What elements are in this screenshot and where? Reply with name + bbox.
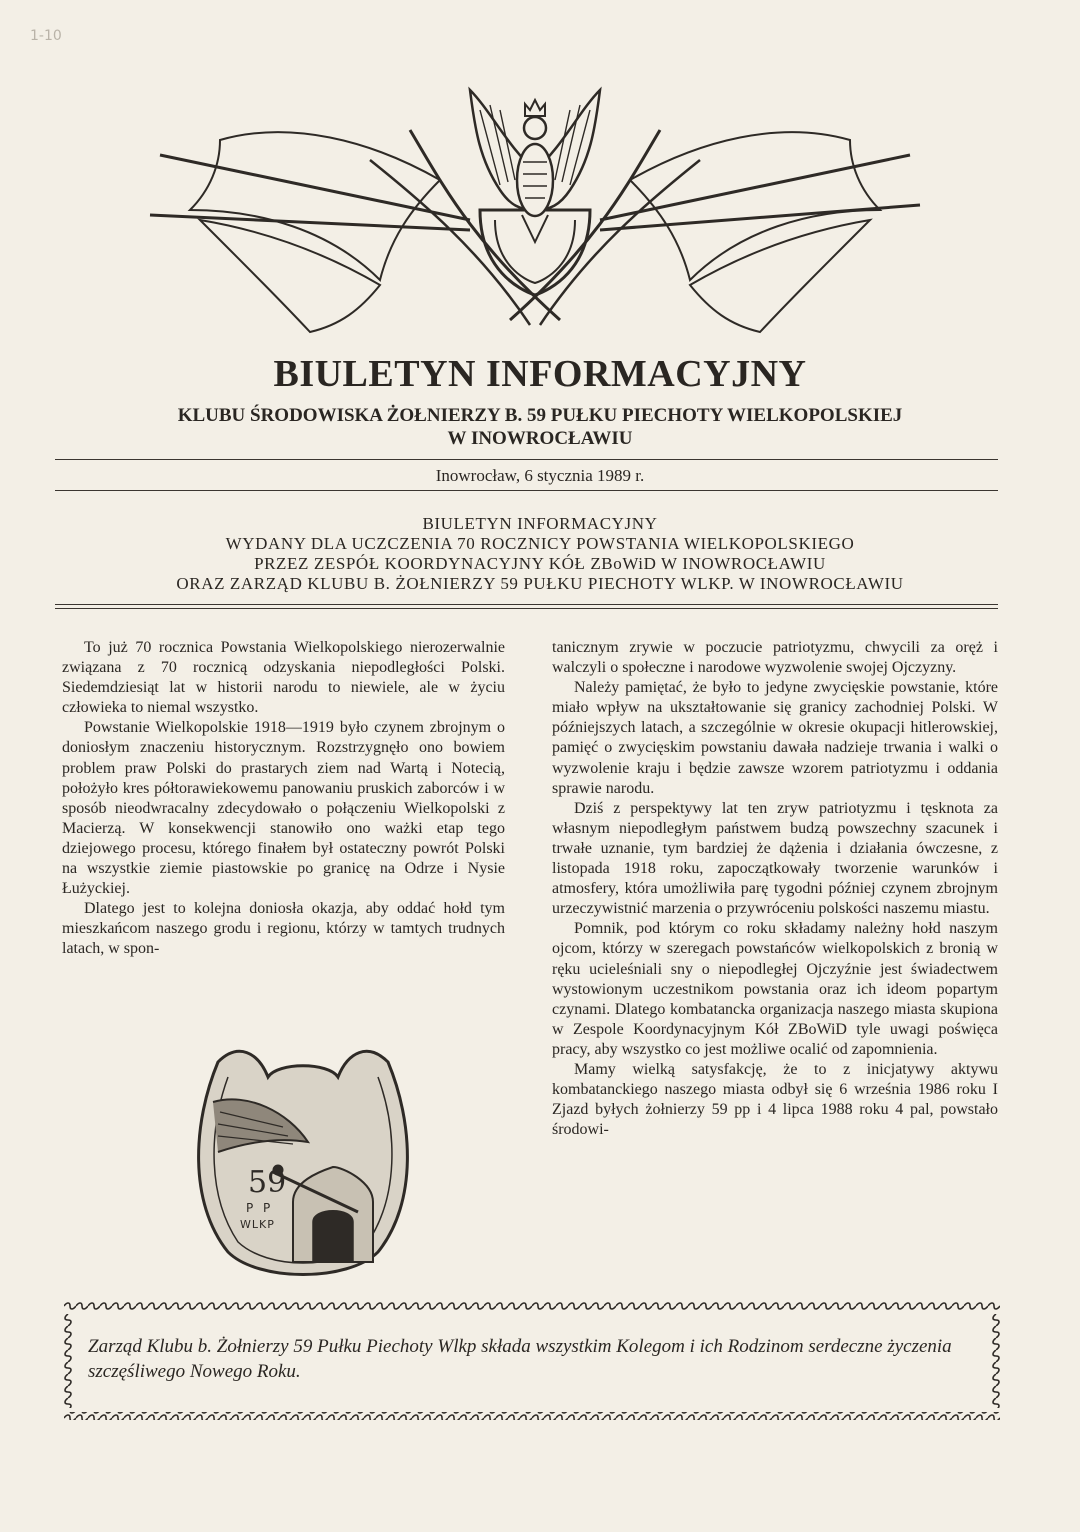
paragraph: Powstanie Wielkopolskie 1918—1919 było czynem zbrojnym o doniosłym znaczeniu historycznym. Rozstrzygnęło ono bowiem problem praw Polski do prastarych ziem nad Wartą i Notecią, położyło kres półtorawiekowemu panowaniu pruskich zaborców i w sposób nieodwracalny zdecydowało o połączeniu Wielkopolski z Macierzą. W konsekwencji stanowiło ono ważki etap tego dziejowego procesu, którego finałem był ostateczny powrót Polski na wszystkie ziemie piastowskie po granicę na Odrze i Nysie Łużyckiej. [62, 719, 505, 898]
regiment-badge-icon [188, 1032, 418, 1284]
caption-line-2: WYDANY DLA UCZCZENIA 70 ROCZNICY POWSTANIA WIELKOPOLSKIEGO [225, 534, 855, 553]
subtitle-line-1: KLUBU ŚRODOWISKA ŻOŁNIERZY B. 59 PUŁKU PIECHOTY WIELKOPOLSKIEJ [177, 405, 903, 426]
badge-line-2: WLKP [240, 1218, 275, 1231]
caption-line-4: ORAZ ZARZĄD KLUBU B. ŻOŁNIERZY 59 PUŁKU PIECHOTY WLKP. W INOWROCŁAWIU [176, 574, 904, 593]
rule-top [55, 459, 998, 460]
paragraph: To już 70 rocznica Powstania Wielkopolskiego nierozerwalnie związana z 70 rocznicą odzyskania niepodległości Polski. Siedemdziesiąt lat w historii narodu to niewiele, ale w życiu człowieka to niemal wszystko. [62, 639, 505, 717]
paragraph: Należy pamiętać, że było to jedyne zwycięskie powstanie, które miało wpływ na ukształtowanie się granicy zachodniej Polski. W późniejszych latach, a szczególnie w okresie okupacji hitlerowskiej, pamięć o zwycięskim powstaniu dawała nadzieje trwania i walki o wyzwolenie kraju i będzie zawsze wzorem patriotyzmu i oddania sprawie narodu. [552, 679, 998, 797]
paragraph: tanicznym zrywie w poczucie patriotyzmu, chwycili za oręż i walczyli o społeczne i narodowe wyzwolenie swojej Ojczyzny. [552, 639, 998, 677]
rule-double-1 [55, 604, 998, 605]
article-column-right [552, 638, 998, 1140]
subtitle-line-2: W INOWROCŁAWIU [447, 428, 633, 449]
new-year-wishes: Zarząd Klubu b. Żołnierzy 59 Pułku Piechoty Wlkp składa wszystkim Kolegom i ich Rodzinom serdeczne życzenia szczęśliwego Nowego Roku. [88, 1336, 952, 1382]
eagle-emblem-icon [140, 70, 930, 350]
rule-double-2 [55, 608, 998, 609]
badge-line-1: P P [246, 1201, 274, 1215]
caption-line-1: BIULETYN INFORMACYJNY [422, 514, 658, 533]
rule-under-date [55, 490, 998, 491]
caption-line-3: PRZEZ ZESPÓŁ KOORDYNACYJNY KÓŁ ZBoWiD W INOWROCŁAWIU [254, 554, 826, 573]
paragraph: Dlatego jest to kolejna doniosła okazja, aby oddać hołd tym mieszkańcom naszego grodu i regionu, którzy w tamtych trudnych latach, w spon- [62, 900, 505, 958]
paragraph: Dziś z perspektywy lat ten zryw patriotyzmu i tęsknota za własnym niepodległym państwem budzą powszechny szacunek i trwałe uznanie, tym bardziej że dążenia i działania ówczesne, z listopada 1918 roku, zapoczątkowały tworzenie warunków i atmosfery, która umożliwiła parę tygodni później czynem zbrojnym urzeczywistnić marzenia o przywróceniu polskości naszemu miastu. [552, 799, 998, 918]
dedication-caption [0, 514, 1080, 594]
dateline: Inowrocław, 6 stycznia 1989 r. [435, 466, 645, 485]
paragraph: Pomnik, pod którym co roku składamy należny hołd naszym ojcom, którzy w szeregach powstańców wielkopolskich z bronią w ręku ucieleśniali sny o niepodległej Ojczyźnie jest świadectwem wystowionym uczestnikom powstania oraz ich ideom popartym czynami. Dlatego kombatancka organizacja naszego miasta skupiona w Zespole Koordynacyjnym Kół ZBoWiD tyle uwagi poświęca pracy, aby wszystko co jest możliwe ocalić od zapomnienia. [552, 920, 998, 1058]
article-column-left [62, 638, 505, 960]
bulletin-title: BIULETYN INFORMACYJNY [273, 353, 807, 395]
bulletin-subtitle [0, 404, 1080, 450]
paragraph: Mamy wielką satysfakcję, że to z inicjatywy aktywu kombatanckiego naszego miasta odbył się 6 września 1986 roku I Zjazd byłych żołnierzy 59 pp i 4 lipca 1988 roku 4 pal, powstało środowi- [552, 1060, 998, 1139]
pencil-corner-note: 1-10 [30, 28, 62, 44]
badge-number: 59 [248, 1165, 287, 1200]
